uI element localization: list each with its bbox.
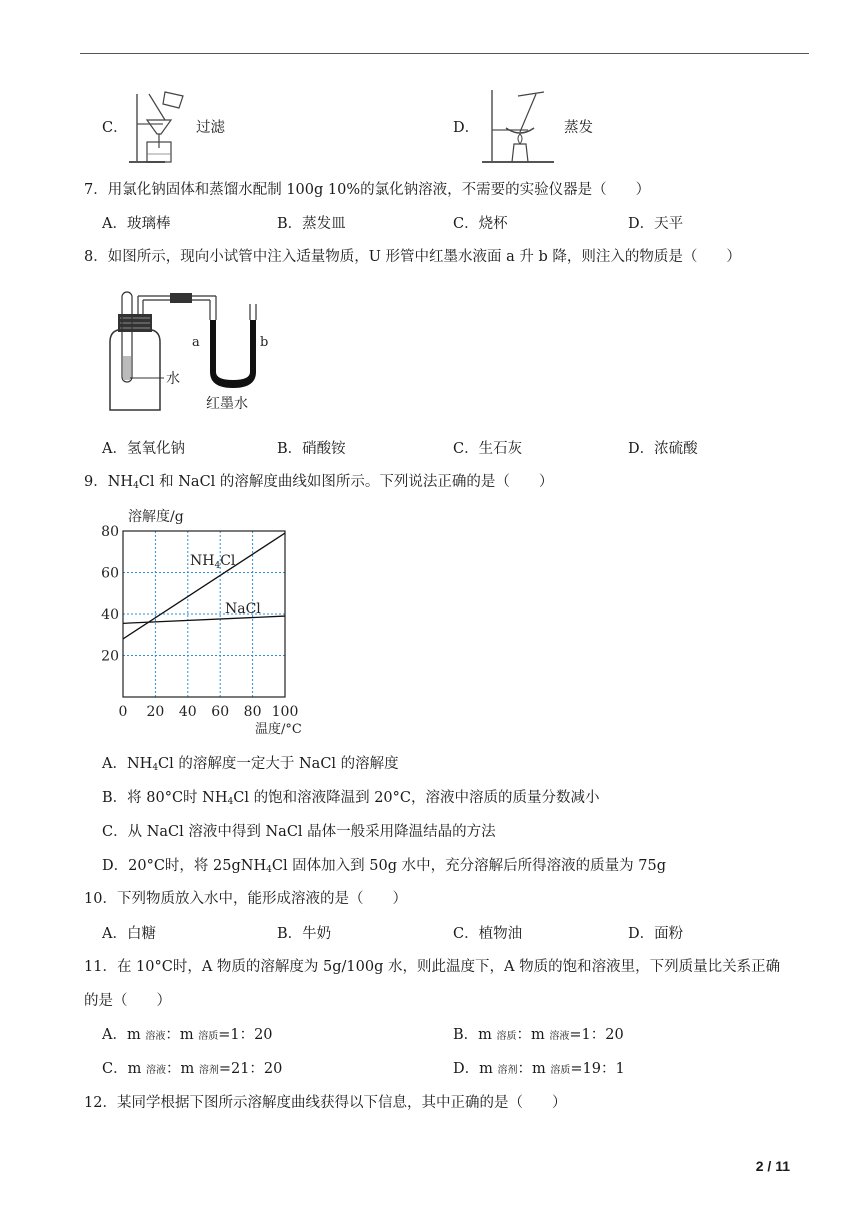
q10-option-d: D．面粉 <box>628 926 684 942</box>
q9-option-d: D．20°C时，将 25gNH$_4$Cl 固体加入到 50g 水中，充分溶解后所得溶液的质量为 75g <box>102 858 666 875</box>
q10-option-b: B．牛奶 <box>277 926 332 942</box>
q6-option-d-letter: D． <box>453 120 480 136</box>
label-a: a <box>192 335 200 350</box>
x-tick-label: 40 <box>178 704 197 720</box>
q7-stem: 7．用氯化钠固体和蒸馏水配制 100g 10%的氯化钠溶液，不需要的实验仪器是（ ） <box>84 182 651 198</box>
q11-option-b: B．m 溶质：m 溶液=1：20 <box>453 1027 624 1043</box>
q11-option-c: C．m 溶液：m 溶剂=21：20 <box>102 1061 283 1077</box>
label-b: b <box>260 335 269 350</box>
q11-option-a: A．m 溶液：m 溶质=1：20 <box>102 1027 273 1043</box>
q6-option-c-letter: C． <box>102 120 128 136</box>
q10-stem: 10．下列物质放入水中，能形成溶液的是（ ） <box>84 891 407 907</box>
x-tick-label: 20 <box>146 704 165 720</box>
q10-option-c: C．植物油 <box>453 926 523 942</box>
u-tube-apparatus-figure <box>100 286 280 416</box>
q9-option-b: B．将 80°C时 $NH_4Cl$ 的饱和溶液降温到 20°C，溶液中溶质的质量分数减小 <box>102 790 600 807</box>
q11-stem-line1: 11．在 10°C时，A 物质的溶解度为 5g/100g 水，则此温度下，A 物质的饱和溶液里，下列质量比关系正确 <box>84 959 781 975</box>
q7-option-d: D．天平 <box>628 216 684 232</box>
q11-option-d: D．m 溶剂：m 溶质=19：1 <box>453 1061 625 1077</box>
q8-option-c: C．生石灰 <box>453 441 523 457</box>
series-nacl-label: NaCl <box>225 601 261 617</box>
q8-option-a: A．氢氧化钠 <box>102 441 185 457</box>
q8-option-b: B．硝酸铵 <box>277 441 346 457</box>
x-tick-label: 60 <box>211 704 230 720</box>
q7-option-b: B．蒸发皿 <box>277 216 346 232</box>
y-tick-label: 60 <box>101 565 119 582</box>
series-nh4cl-label: $NH_4Cl$ <box>190 553 236 571</box>
q6-option-d-label: 蒸发 <box>564 120 593 136</box>
y-axis-label: 溶解度/g <box>128 509 184 525</box>
x-axis-label: 温度/°C <box>255 722 302 737</box>
q10-option-a: A．白糖 <box>102 926 156 942</box>
q9-option-c: C．从 NaCl 溶液中得到 NaCl 晶体一般采用降温结晶的方法 <box>102 824 496 840</box>
series-nh4cl-line <box>123 533 285 639</box>
page-number: 2 / 11 <box>755 1158 790 1174</box>
q7-option-a: A．玻璃棒 <box>102 216 171 232</box>
q7-option-c: C．烧杯 <box>453 216 508 232</box>
x-tick-label: 0 <box>118 704 128 720</box>
evaporation-apparatus-icon <box>478 86 558 166</box>
q8-stem: 8．如图所示，现向小试管中注入适量物质，U 形管中红墨水液面 a 升 b 降，则注入的物质是（ ） <box>84 249 741 265</box>
water-label: 水 <box>166 371 180 387</box>
red-ink-label: 红墨水 <box>206 396 248 412</box>
y-tick-label: 20 <box>101 648 119 665</box>
series-nacl-line <box>123 616 285 623</box>
solubility-chart <box>95 500 325 745</box>
q6-option-c-label: 过滤 <box>196 120 225 136</box>
filtration-apparatus-icon <box>125 86 195 166</box>
q8-option-d: D．浓硫酸 <box>628 441 698 457</box>
y-tick-label: 40 <box>101 607 119 623</box>
q9-stem: 9．$NH_4Cl$ 和 NaCl 的溶解度曲线如图所示。下列说法正确的是（ ） <box>84 474 554 491</box>
q9-option-a: A．$NH_4Cl$ 的溶解度一定大于 NaCl 的溶解度 <box>102 756 399 773</box>
q12-stem: 12．某同学根据下图所示溶解度曲线获得以下信息，其中正确的是（ ） <box>84 1095 567 1111</box>
y-tick-label: 80 <box>101 524 119 540</box>
x-tick-label: 100 <box>271 704 299 720</box>
x-tick-label: 80 <box>243 704 262 720</box>
q11-stem-line2: 的是（ ） <box>84 993 171 1009</box>
header-rule <box>80 53 809 54</box>
